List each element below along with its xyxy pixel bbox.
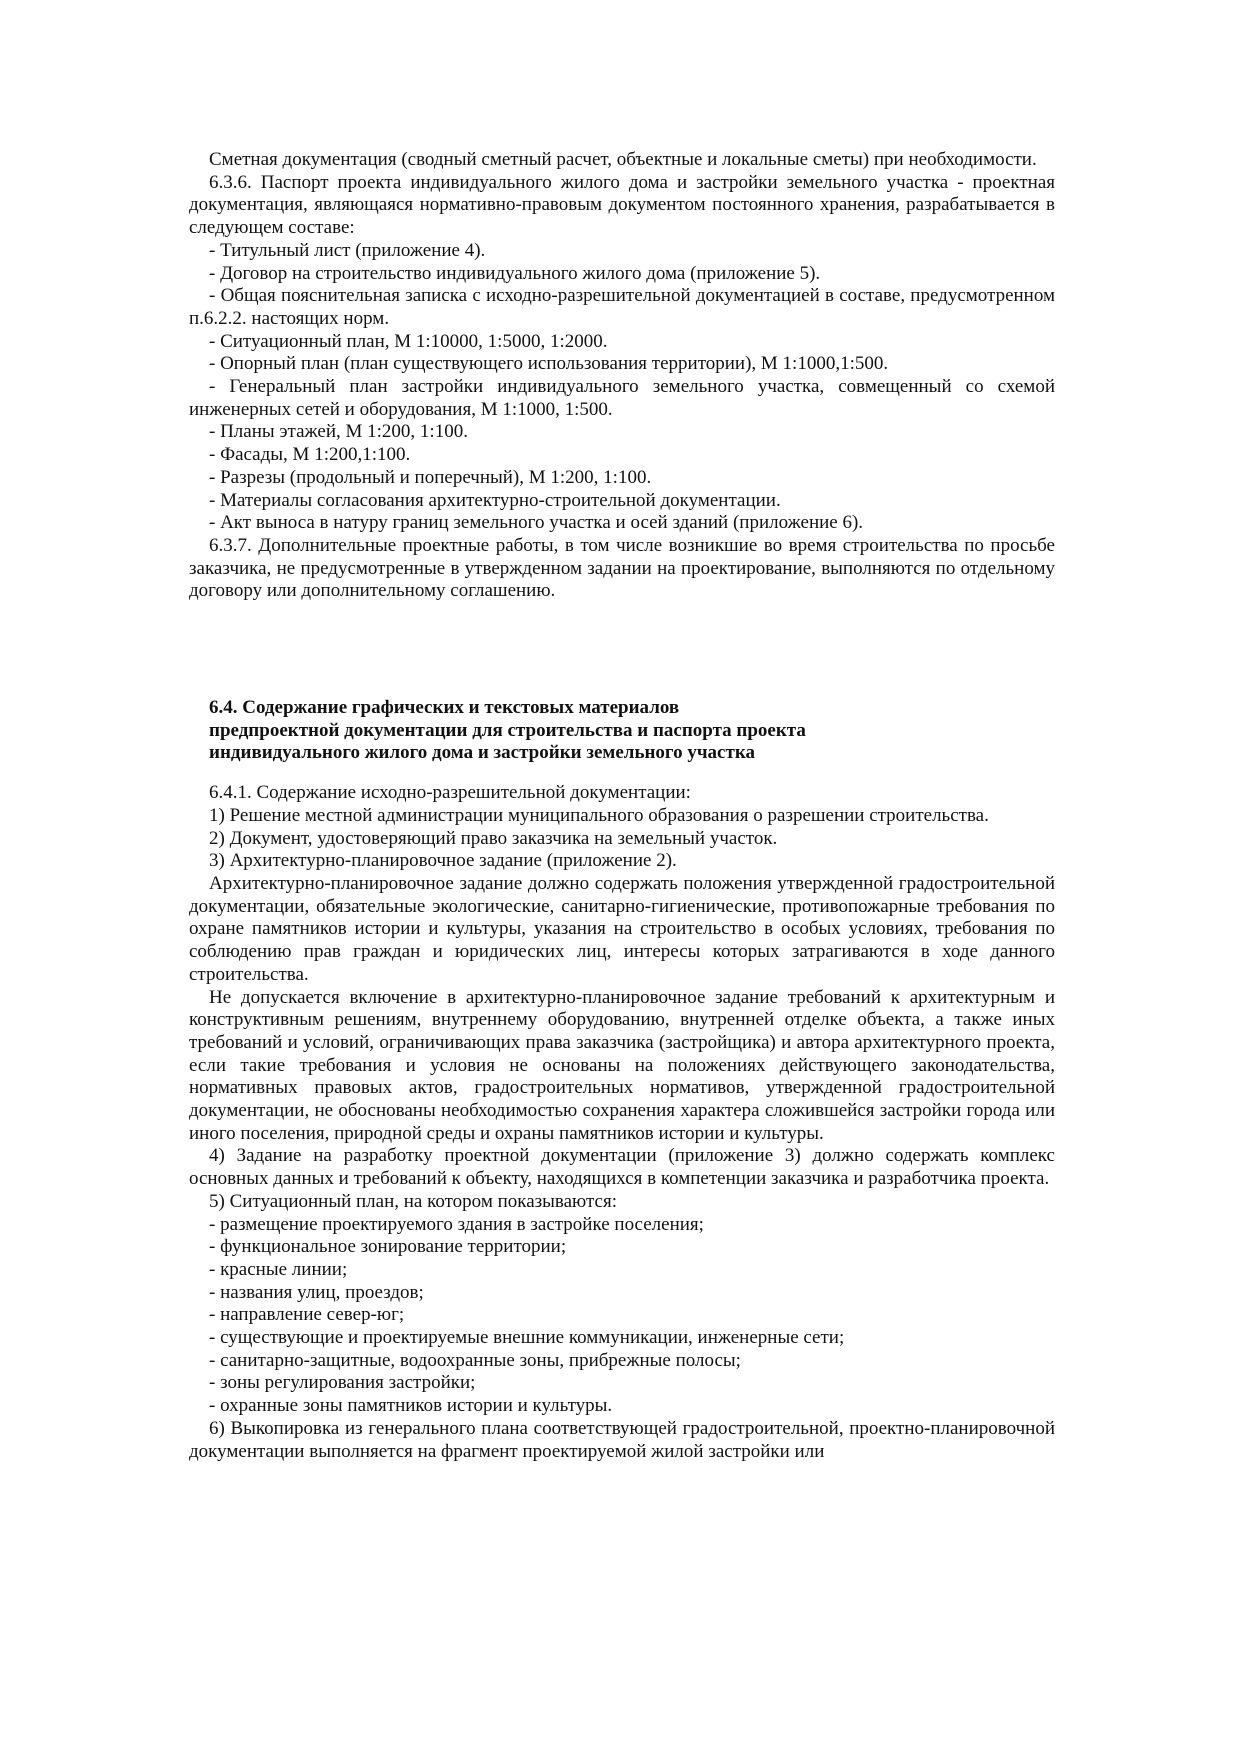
paragraph: 6) Выкопировка из генерального плана соответствующей градостроительной, проектно-планировочной документации выполняется на фрагмент проектируемой жилой застройки или	[189, 1417, 1055, 1462]
paragraph: 6.4.1. Содержание исходно-разрешительной документации:	[209, 782, 691, 804]
section-heading	[189, 697, 1055, 765]
list-item: - Договор на строительство индивидуального жилого дома (приложение 5).	[209, 262, 821, 284]
list-item: - размещение проектируемого здания в застройке поселения;	[209, 1213, 704, 1235]
list-item: - существующие и проектируемые внешние коммуникации, инженерные сети;	[209, 1327, 845, 1349]
list-item: - зоны регулирования застройки;	[209, 1372, 476, 1394]
paragraph: 6.3.7. Дополнительные проектные работы, в том числе возникшие во время строительства по просьбе заказчика, не предусмотренные в утвержденном задании на проектирование, выполняются по отдельному договору или дополнительному соглашению.	[189, 534, 1055, 602]
paragraph: Сметная документация (сводный сметный расчет, объектные и локальные сметы) при необходимости.	[209, 149, 1037, 170]
paragraph: 3) Архитектурно-планировочное задание (приложение 2).	[209, 850, 677, 872]
list-item: - названия улиц, проездов;	[209, 1281, 424, 1303]
list-item: - Разрезы (продольный и поперечный), М 1:200, 1:100.	[209, 466, 652, 488]
list-item: - функциональное зонирование территории;	[209, 1236, 567, 1258]
list-item: - Генеральный план застройки индивидуального земельного участка, совмещенный со схемой инженерных сетей и оборудования, М 1:1000, 1:500.	[189, 376, 1055, 420]
list-item: - Общая пояснительная записка с исходно-разрешительной документацией в составе, предусмотренном п.6.2.2. настоящих норм.	[189, 285, 1055, 329]
list-item: - Акт выноса в натуру границ земельного участка и осей зданий (приложение 6).	[209, 512, 864, 534]
section-gap	[189, 603, 1055, 697]
paragraph: Не допускается включение в архитектурно-планировочное задание требований к архитектурным и конструктивным решениям, внутреннему оборудованию, внутренней отделке объекта, а также иных требований и условий, ограничивающих права заказчика (застройщика) и автора архитектурного проекта, если такие требования и условия не основаны на положениях действующего законодательства, нормативных правовых актов, градостроительных нормативов, утвержденной градостроительной документации, не обоснованы необходимостью сохранения характера сложившейся застройки города или иного поселения, природной среды и охраны памятников истории и культуры.	[189, 986, 1055, 1144]
list-item: - Титульный лист (приложение 4).	[209, 239, 486, 261]
list-item: - красные линии;	[209, 1258, 348, 1280]
list-item: - Ситуационный план, М 1:10000, 1:5000, 1:2000.	[209, 330, 608, 352]
paragraph: 6.3.6. Паспорт проекта индивидуального жилого дома и застройки земельного участка - проектная документация, являющаяся нормативно-правовым документом постоянного хранения, разрабатывается в следующем составе:	[189, 171, 1055, 239]
bottom-section	[189, 782, 1055, 1463]
top-section	[189, 149, 1055, 603]
paragraph: 4) Задание на разработку проектной документации (приложение 3) должно содержать комплекс основных данных и требований к объекту, находящихся в компетенции заказчика и разработчика проекта.	[189, 1145, 1055, 1190]
list-item: - охранные зоны памятников истории и культуры.	[209, 1395, 613, 1417]
paragraph: 5) Ситуационный план, на котором показываются:	[209, 1190, 617, 1212]
list-item: - Опорный план (план существующего использования территории), М 1:1000,1:500.	[209, 353, 889, 375]
list-item: - санитарно-защитные, водоохранные зоны, прибрежные полосы;	[209, 1349, 741, 1371]
heading-line-1: 6.4. Содержание графических и текстовых материалов	[209, 697, 680, 719]
paragraph: 1) Решение местной администрации муниципального образования о разрешении строительства.	[209, 804, 989, 826]
list-item: - Материалы согласования архитектурно-строительной документации.	[209, 489, 781, 511]
document-page	[189, 149, 1055, 1463]
list-item: - направление север-юг;	[209, 1304, 405, 1326]
list-item: - Фасады, М 1:200,1:100.	[209, 444, 411, 466]
paragraph: Архитектурно-планировочное задание должно содержать положения утвержденной градостроительной документации, обязательные экологические, санитарно-гигиенические, противопожарные требования по охране памятников истории и культуры, указания на строительство в особых условиях, требования по соблюдению прав граждан и юридических лиц, интересы которых затрагиваются в ходе данного строительства.	[189, 872, 1055, 985]
paragraph: 2) Документ, удостоверяющий право заказчика на земельный участок.	[209, 827, 778, 849]
heading-line-2: предпроектной документации для строительства и паспорта проекта	[209, 719, 806, 741]
list-item: - Планы этажей, М 1:200, 1:100.	[209, 421, 468, 443]
heading-line-3: индивидуального жилого дома и застройки земельного участка	[209, 742, 755, 764]
